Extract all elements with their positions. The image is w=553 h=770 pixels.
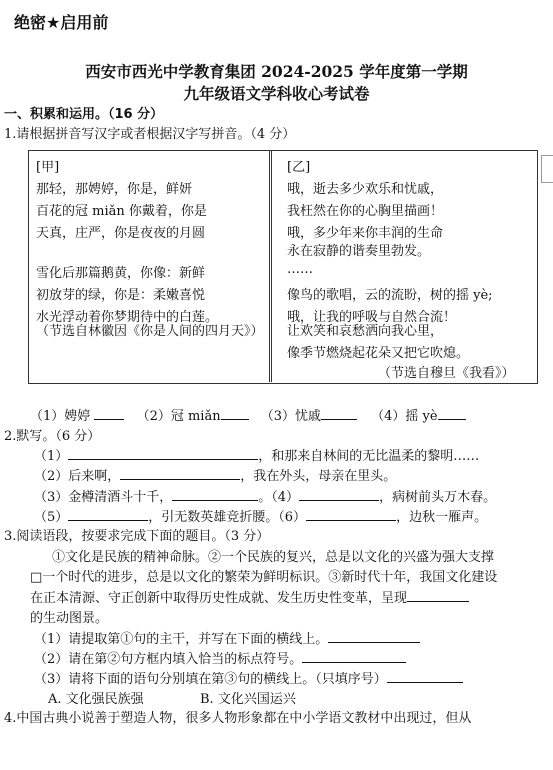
q2-text: ，和那来自林间的无比温柔的黎明……	[258, 449, 480, 464]
poem-b-line: 像鸟的歌唱，云的流盼，树的摇 yè;	[287, 288, 493, 303]
side-tab	[541, 155, 553, 183]
poem-a-source: （节选自林徽因《你是人间的四月天》）	[36, 324, 264, 339]
poem-b-source: （节选自穆旦《我看》）	[378, 366, 515, 381]
poem-b-line: 哦，逝去多少欢乐和忧戚，	[287, 182, 444, 197]
poem-a-line: 水光浮动着你梦期待中的白莲。	[36, 310, 219, 325]
poem-a-line: 那轻，那娉婷，你是，鲜妍	[36, 182, 193, 197]
q3-subquestion-1	[34, 628, 420, 647]
q2-line-1	[34, 445, 479, 464]
poem-a-line: 雪化后那篇鹅黄，你像：新鲜	[36, 266, 206, 281]
exam-title-line1: 西安市西光中学教育集团 2024-2025 学年度第一学期	[85, 62, 468, 81]
q3-passage-line: ①文化是民族的精神命脉。②一个民族的复兴，总是以文化的兴盛为强大支撑	[52, 550, 495, 565]
q3-text: （3）请将下面的语句分别填在第③句的横线上。（只填序号）	[34, 672, 387, 687]
q3-passage-line: 的生动图景。	[30, 611, 109, 626]
q3-text: （2）请在第②句方框内填入恰当的标点符号。	[34, 652, 303, 667]
q2-line-2	[34, 465, 396, 484]
question-3-prompt: 3.阅读语段，按要求完成下面的题目。（3 分）	[4, 529, 270, 544]
q2-line-4	[34, 506, 487, 525]
poem-b-line: 我枉然在你的心胸里描画！	[287, 204, 444, 219]
q3-passage-line	[30, 587, 469, 606]
poem-a-label: [甲]	[36, 160, 60, 175]
q2-text: （3）金樽清酒斗十千，	[34, 490, 173, 505]
question-1-prompt: 1.请根据拼音写汉字或者根据汉字写拼音。（4 分）	[4, 127, 296, 142]
q1-item-3: （3）忧戚	[260, 409, 321, 424]
q2-text: ，我在外头，母亲在里头。	[240, 469, 397, 484]
poem-divider	[269, 150, 272, 382]
answer-blank[interactable]	[306, 508, 396, 521]
poem-a-line: 天真，庄严，你是夜夜的月圆	[36, 226, 206, 241]
q1-item-1: （1）娉婷	[30, 409, 91, 424]
q3-option-b: B. 文化兴国运兴	[200, 692, 296, 707]
poem-b-line: 哦，多少年来你丰润的生命	[287, 226, 444, 241]
q3-text: （1）请提取第①句的主干，并写在下面的横线上。	[34, 632, 329, 647]
answer-blank[interactable]	[94, 407, 124, 420]
q2-number: （5）	[34, 510, 69, 525]
question-2-prompt: 2.默写。（6 分）	[4, 429, 101, 444]
answer-blank[interactable]	[387, 670, 463, 683]
poem-b-line: 像季节燃烧起花朵又把它吹熄。	[287, 346, 470, 361]
answer-blank[interactable]	[172, 488, 258, 501]
q1-item-2: （2）冠 miǎn	[136, 409, 221, 424]
answer-blank[interactable]	[321, 407, 357, 420]
poem-a-line: 百花的冠 miǎn 你戴着，你是	[36, 204, 207, 219]
q3-subquestion-3	[34, 668, 463, 687]
exam-title-line2: 九年级语文学科收心考试卷	[183, 84, 370, 103]
answer-blank[interactable]	[120, 467, 240, 480]
q1-item-4: （4）摇 yè	[371, 409, 438, 424]
q3-text: 在正本清源、守正创新中取得历史性成就、发生历史性变革，呈现	[30, 591, 408, 606]
answer-blank[interactable]	[328, 630, 420, 643]
answer-blank[interactable]	[407, 589, 469, 602]
q3-subquestion-2	[34, 648, 406, 667]
answer-blank[interactable]	[302, 650, 406, 663]
q1-answer-row	[30, 405, 466, 424]
poem-b-line: ……	[287, 262, 313, 277]
q2-line-3	[34, 486, 496, 505]
q2-text: ，病树前头万木春。	[379, 490, 497, 505]
question-4-prompt: 4.中国古典小说善于塑造人物，很多人物形象都在中小学语文教材中出现过，但从	[4, 711, 472, 726]
q2-text: （2）后来啊，	[34, 469, 121, 484]
poem-a-line: 初放芽的绿，你是：柔嫩喜悦	[36, 288, 206, 303]
answer-blank[interactable]	[299, 488, 379, 501]
answer-blank[interactable]	[68, 447, 258, 460]
q3-passage-line: □一个时代的进步，总是以文化的繁荣为鲜明标识。③新时代十年，我国文化建设	[30, 570, 498, 585]
answer-blank[interactable]	[68, 508, 148, 521]
poem-b-line: 永在寂静的谐奏里勃发。	[287, 244, 431, 259]
q2-text: 。（4）	[258, 490, 300, 505]
poem-b-line: 让欢笑和哀愁洒向我心里，	[287, 324, 444, 339]
poem-b-label: [乙]	[287, 160, 311, 175]
q3-option-a: A. 文化强民族强	[48, 692, 144, 707]
confidential-label: 绝密★启用前	[14, 13, 109, 32]
answer-blank[interactable]	[221, 407, 249, 420]
q2-text: ，边秋一雁声。	[396, 510, 488, 525]
answer-blank[interactable]	[438, 407, 466, 420]
q2-text: ，引无数英雄竞折腰。（6）	[148, 510, 307, 525]
poem-b-line: 哦，让我的呼吸与自然合流！	[287, 310, 457, 325]
section-heading: 一、积累和运用。（16 分）	[4, 107, 164, 122]
q2-number: （1）	[34, 449, 69, 464]
